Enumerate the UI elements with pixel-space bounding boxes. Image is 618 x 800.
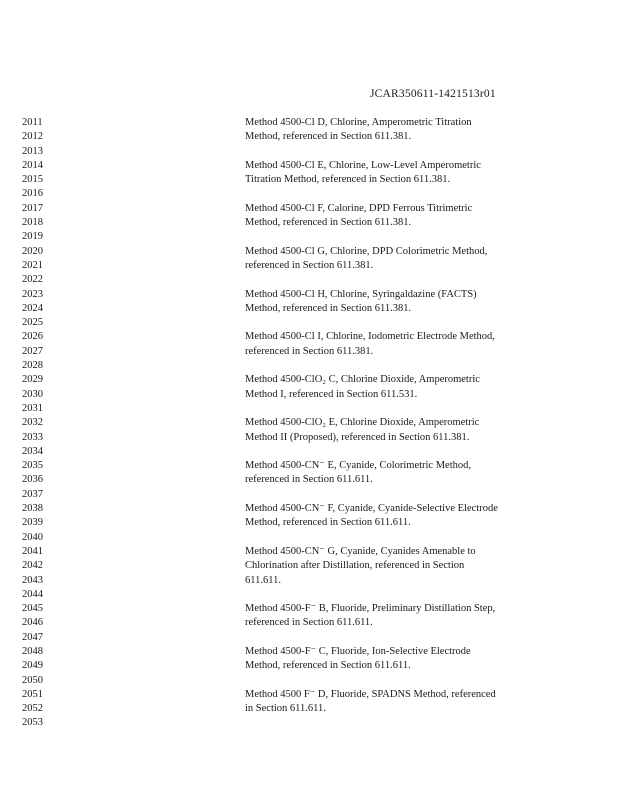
line-number: 2030 <box>22 388 43 400</box>
text-line: Method II (Proposed), referenced in Section 611.381. <box>245 431 470 443</box>
text-line: Method 4500-CN⁻ E, Cyanide, Colorimetric Method, <box>245 460 472 472</box>
line-number: 2024 <box>22 302 43 314</box>
line-number: 2042 <box>22 560 43 572</box>
text-line: Method 4500-CN⁻ F, Cyanide, Cyanide-Selective Electrode <box>245 503 498 515</box>
line-number: 2019 <box>22 231 43 243</box>
line-number: 2026 <box>22 331 43 343</box>
text-line: Method 4500-Cl D, Chlorine, Amperometric Titration <box>245 117 472 128</box>
line-number: 2050 <box>22 674 43 686</box>
text-line: Method 4500-CN⁻ G, Cyanide, Cyanides Amenable to <box>245 545 476 557</box>
text-line <box>245 445 545 459</box>
line-number: 2045 <box>22 603 43 615</box>
line-number: 2025 <box>22 317 43 329</box>
text-line: Method 4500-F⁻ C, Fluoride, Ion-Selective Electrode <box>245 645 471 657</box>
line-number: 2053 <box>22 717 43 729</box>
line-number: 2014 <box>22 159 43 171</box>
text-line: Method 4500-ClO₂ E, Chlorine Dioxide, Amperometric <box>245 417 480 429</box>
text-line: Method 4500-Cl H, Chlorine, Syringaldazine (FACTS) <box>245 288 477 300</box>
text-line <box>245 145 545 159</box>
text-line <box>245 230 545 244</box>
text-line <box>245 674 545 688</box>
text-line: referenced in Section 611.381. <box>245 259 374 271</box>
text-line: Method, referenced in Section 611.381. <box>245 131 412 143</box>
text-line <box>245 531 545 545</box>
line-number: 2022 <box>22 274 43 286</box>
line-number: 2048 <box>22 645 43 657</box>
document-body <box>245 116 545 731</box>
line-number: 2011 <box>22 117 43 128</box>
line-number: 2017 <box>22 202 43 214</box>
line-number: 2046 <box>22 617 43 629</box>
line-number: 2036 <box>22 474 43 486</box>
text-line: Method, referenced in Section 611.381. <box>245 217 412 229</box>
text-line <box>245 402 545 416</box>
text-line <box>245 359 545 373</box>
line-number: 2043 <box>22 574 43 586</box>
text-line: referenced in Section 611.611. <box>245 474 373 486</box>
line-number: 2041 <box>22 545 43 557</box>
text-line: in Section 611.611. <box>245 703 326 715</box>
line-number: 2021 <box>22 259 43 271</box>
line-number: 2049 <box>22 660 43 672</box>
text-line: Method 4500-F⁻ B, Fluoride, Preliminary Distillation Step, <box>245 603 496 615</box>
line-number: 2012 <box>22 131 43 143</box>
text-line: Method 4500-ClO₂ C, Chlorine Dioxide, Amperometric <box>245 374 480 386</box>
text-line: Method 4500 F⁻ D, Fluoride, SPADNS Method, referenced <box>245 688 496 700</box>
line-number: 2035 <box>22 460 43 472</box>
text-line <box>245 273 545 287</box>
text-line <box>245 716 545 730</box>
text-line: Method 4500-Cl F, Calorine, DPD Ferrous Titrimetric <box>245 202 473 214</box>
line-number-column <box>22 116 62 731</box>
text-line: Method 4500-Cl G, Chlorine, DPD Colorimetric Method, <box>245 245 488 257</box>
text-line: referenced in Section 611.381. <box>245 345 374 357</box>
line-number: 2023 <box>22 288 43 300</box>
line-number: 2037 <box>22 488 43 500</box>
text-line: Titration Method, referenced in Section 611.381. <box>245 174 451 186</box>
text-line: 611.611. <box>245 574 281 586</box>
text-line: Method, referenced in Section 611.611. <box>245 660 411 672</box>
line-number: 2028 <box>22 360 43 372</box>
text-line: Method, referenced in Section 611.381. <box>245 302 412 314</box>
line-number: 2039 <box>22 517 43 529</box>
line-number: 2016 <box>22 188 43 200</box>
text-line <box>245 187 545 201</box>
line-number: 2013 <box>22 145 43 157</box>
line-number: 2032 <box>22 417 43 429</box>
line-number: 2034 <box>22 445 43 457</box>
text-line: referenced in Section 611.611. <box>245 617 373 629</box>
text-line: Chlorination after Distillation, referenced in Section <box>245 560 465 572</box>
text-line <box>245 488 545 502</box>
line-number: 2040 <box>22 531 43 543</box>
document-id-header: JCAR350611-1421513r01 <box>370 88 496 100</box>
line-number: 2015 <box>22 174 43 186</box>
text-line: Method 4500-Cl E, Chlorine, Low-Level Amperometric <box>245 159 481 171</box>
line-number: 2047 <box>22 631 43 643</box>
line-number: 2029 <box>22 374 43 386</box>
line-number: 2044 <box>22 588 43 600</box>
line-number: 2020 <box>22 245 43 257</box>
line-number: 2038 <box>22 503 43 515</box>
line-number: 2033 <box>22 431 43 443</box>
text-line: Method 4500-Cl I, Chlorine, Iodometric Electrode Method, <box>245 331 495 343</box>
text-line: Method I, referenced in Section 611.531. <box>245 388 418 400</box>
line-number: 2052 <box>22 703 43 715</box>
text-line <box>245 316 545 330</box>
text-line: Method, referenced in Section 611.611. <box>245 517 411 529</box>
line-number: 2031 <box>22 402 43 414</box>
line-number: 2027 <box>22 345 43 357</box>
line-number: 2051 <box>22 688 43 700</box>
text-line <box>245 631 545 645</box>
text-line <box>245 588 545 602</box>
line-number: 2018 <box>22 217 43 229</box>
